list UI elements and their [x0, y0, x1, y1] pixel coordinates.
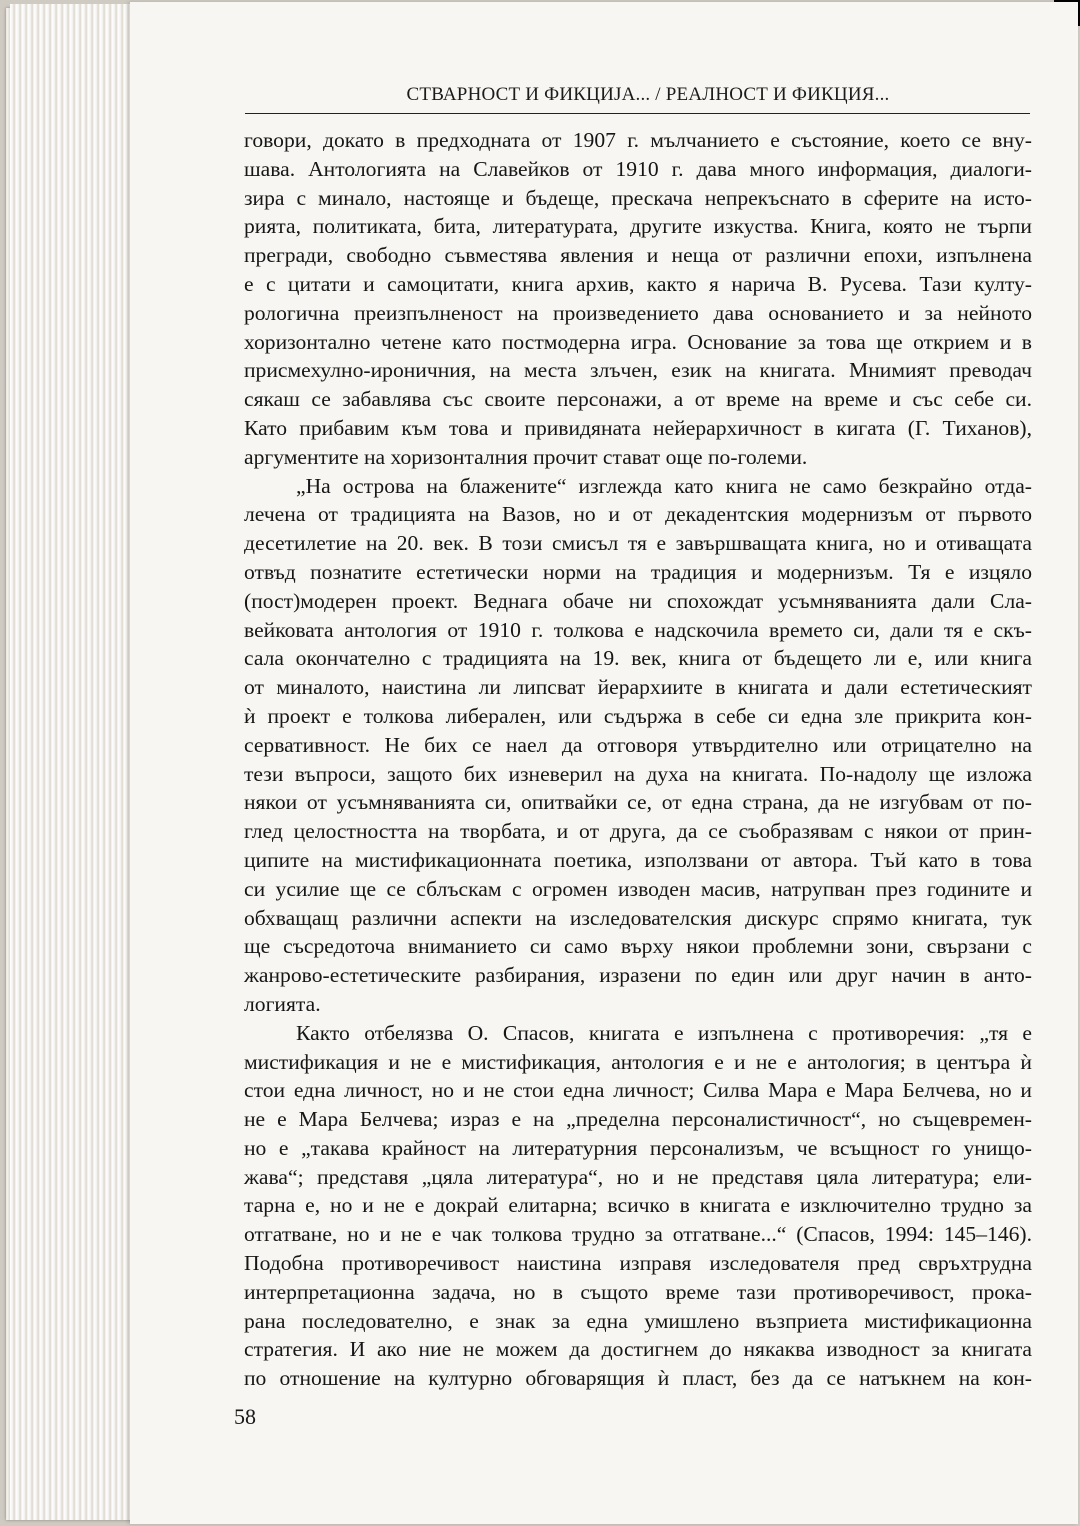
text-line: рията, политиката, бита, литературата, другите изкуства. Книга, която не търпи — [244, 214, 1032, 239]
body-text — [244, 126, 1032, 1393]
text-line: интерпретационна задача, но в същото време тази противоречивост, прока- — [244, 1279, 1032, 1304]
text-line: тези въпроси, защото бих изневерил на духа на книгата. По-надолу ще изложа — [244, 761, 1032, 786]
text-line: лечена от традицията на Вазов, но и от декадентския модернизъм от първото — [244, 502, 1032, 527]
page-edges — [10, 4, 130, 1520]
text-line: прегради, свободно съвместява явления и неща от различни епохи, изпълнена — [244, 243, 1032, 268]
text-line: отвъд познатите естетически норми на традиция и модернизъм. Тя е изцяло — [244, 559, 1032, 584]
text-line: глед целостността на творбата, и от друга, да се съобразявам с някои от прин- — [244, 819, 1032, 844]
text-line: рана последователно, е знак за една умишлено възприета мистификационна — [244, 1308, 1032, 1333]
text-line: ще съсредоточа вниманието си само върху някои проблемни зони, свързани с — [244, 934, 1032, 959]
running-head: СТВАРНОСТ И ФИКЦИЈА... / РЕАЛНОСТ И ФИКЦИЯ... — [406, 84, 890, 105]
text-line: но е „такава крайност на литературния персонализъм, че всъщност го унищо- — [244, 1135, 1032, 1160]
text-line: мистификация и не е мистификация, антология е и не е антология; в центъра ѝ — [244, 1049, 1032, 1074]
text-line: аргументите на хоризонталния прочит стават още по-големи. — [244, 444, 808, 469]
text-line: шава. Антологията на Славейков от 1910 г. дава много информация, диалоги- — [244, 156, 1032, 181]
text-line: сякаш се забавлява със своите персонажи, а от време на време и със себе си. — [244, 387, 1032, 412]
text-line: говори, докато в предходната от 1907 г. мълчанието е състояние, което се вну- — [244, 128, 1032, 152]
header-rule — [245, 113, 1030, 114]
text-line: тарна е, но и не е докрай елитарна; всичко в книгата е изключително трудно за — [244, 1193, 1032, 1218]
text-line: ципите на мистификационната поетика, използвани от автора. Тъй като в това — [244, 847, 1032, 872]
text-line: обхващащ различни аспекти на изследователския дискурс спрямо книгата, тук — [244, 905, 1032, 930]
text-line: рологична преизпълненост на произведението дава основанието и за нейното — [244, 300, 1032, 325]
text-line: вейковата антология от 1910 г. толкова е надскочила времето си, дали тя е скъ- — [244, 617, 1032, 642]
text-line: отгатване, но и не е чак толкова трудно за отгатване...“ (Спасов, 1994: 145–146). — [244, 1222, 1032, 1247]
text-line: десетилетие на 20. век. В този смисъл тя е завършващата книга, но и отиващата — [244, 531, 1032, 556]
text-line: жава“; представя „цяла литература“, но и не представя цяла литература; ели- — [244, 1164, 1032, 1189]
text-line: някои от усъмняванията си, опитвайки се, от една страна, да не изгубвам от по- — [244, 790, 1032, 815]
text-line: стои една личност, но и не стои една личност; Силва Мара е Мара Белчева, но и — [244, 1078, 1032, 1103]
text-line: е с цитати и самоцитати, книга архив, както я нарича В. Русева. Тази култу- — [244, 271, 1032, 296]
text-line: по отношение на културно обговарящия ѝ пласт, без да се натъкнем на кон- — [244, 1366, 1032, 1391]
text-line: „На острова на блажените“ изглежда като книга не само безкрайно отда- — [296, 473, 1032, 498]
text-line: Както отбелязва О. Спасов, книгата е изпълнена с противоречия: „тя е — [296, 1020, 1032, 1045]
text-line: ѝ проект е толкова либерален, или съдържа в себе си една зле прикрита кон- — [244, 703, 1032, 728]
text-line: Като прибавим към това и привидяната нейерархичност в кигата (Г. Тиханов), — [244, 415, 1032, 440]
page-number: 58 — [234, 1404, 256, 1429]
text-line: жанрово-естетическите разбирания, изразени по един или друг начин в анто- — [244, 963, 1032, 988]
text-line: не е Мара Белчева; израз е на „пределна персоналистичност“, но същевремен- — [244, 1107, 1032, 1132]
text-line: Подобна противоречивост наистина изправя изследователя пред свръхтрудна — [244, 1251, 1032, 1276]
text-line: си усилие ще се сблъскам с огромен изводен масив, натрупван през годините и — [244, 876, 1032, 901]
text-line: от миналото, наистина ли липсват йерархиите в книгата и дали естетическият — [244, 675, 1032, 700]
text-line: хоризонтално четене като постмодерна игра. Основание за това ще открием и в — [244, 329, 1032, 354]
text-line: зира с минало, настояще и бъдеще, прескача непрекъснато в сферите на исто- — [244, 185, 1032, 210]
text-line: (пост)модерен проект. Веднага обаче ни спохождат усъмняванията дали Сла- — [244, 588, 1032, 613]
text-line: сала окончателно с традицията на 19. век, книга от бъдещето ли е, или книга — [244, 646, 1032, 671]
text-line: сервативност. Не бих се наел да отговоря утвърдително или отрицателно на — [244, 732, 1032, 757]
text-line: логията. — [244, 991, 321, 1016]
text-line: стратегия. И ако ние не можем да достигнем до някаква изводност за книгата — [244, 1337, 1032, 1362]
text-line: присмехулно-ироничния, на места злъчен, език на книгата. Мнимият преводач — [244, 358, 1032, 383]
